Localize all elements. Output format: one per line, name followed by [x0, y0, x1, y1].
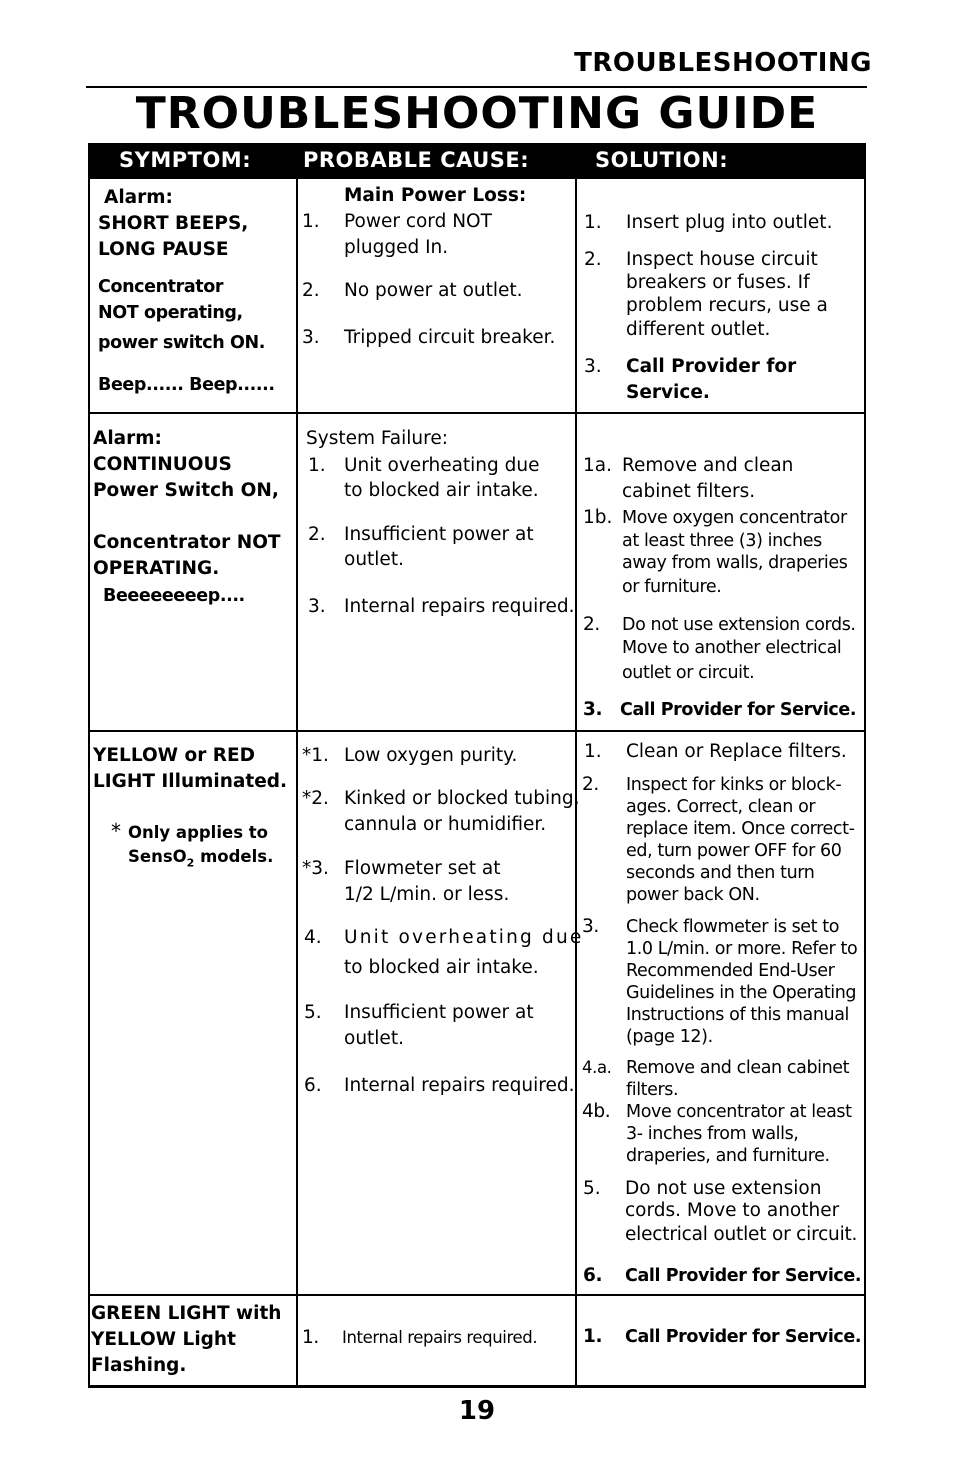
row1-cause-heading: Main Power Loss:	[344, 185, 527, 206]
row2-solution-line: or furniture.	[622, 577, 722, 597]
row4-cause-line: Internal repairs required.	[342, 1328, 538, 1347]
page-title: TROUBLESHOOTING GUIDE	[135, 88, 819, 139]
row3-symptom-line: LIGHT Illuminated.	[93, 771, 288, 792]
row3-solution-number: 5.	[583, 1178, 601, 1199]
row4-symptom-line: GREEN LIGHT with	[91, 1303, 282, 1324]
row3-solution-line: Clean or Replace filters.	[626, 741, 847, 762]
column-header-cause: PROBABLE CAUSE:	[303, 148, 530, 172]
row3-solution-line: Remove and clean cabinet	[626, 1058, 850, 1078]
row3-solution-number: 2.	[582, 774, 599, 795]
row2-solution-line: Do not use extension cords.	[622, 615, 856, 635]
row3-solution-line: Call Provider for Service.	[625, 1266, 862, 1286]
row4-cause-number: 1.	[302, 1327, 319, 1348]
row2-solution-line: away from walls, draperies	[622, 553, 848, 573]
row3-solution-line: Recommended End-User	[626, 961, 835, 981]
row2-cause-line: outlet.	[344, 549, 404, 570]
row3-cause-number: 5.	[304, 1002, 322, 1023]
row3-solution-number: 4b.	[582, 1101, 611, 1122]
row3-solution-line: Guidelines in the Operating	[626, 983, 857, 1003]
row1-symptom-line: Beep...... Beep......	[98, 375, 275, 395]
row3-solution-line: Inspect for kinks or block-	[626, 775, 842, 795]
row3-cause-number: 6.	[304, 1075, 322, 1096]
row3-solution-number: 1.	[584, 741, 602, 762]
row1-solution-line: Service.	[626, 382, 710, 403]
row3-solution-number: 3.	[582, 916, 599, 937]
row2-solution-line: at least three (3) inches	[622, 531, 822, 551]
row4-solution-number: 1.	[583, 1326, 603, 1347]
row1-cause-line: No power at outlet.	[344, 280, 523, 301]
row3-cause-line: cannula or humidifier.	[344, 814, 547, 835]
row3-solution-line: draperies, and furniture.	[626, 1146, 830, 1166]
row2-cause-heading: System Failure:	[306, 428, 448, 449]
row3-footnote-line	[128, 846, 273, 874]
row3-solution-line: (page 12).	[626, 1027, 713, 1047]
row3-solution-line: replace item. Once correct-	[626, 819, 855, 839]
row3-cause-line: Flowmeter set at	[344, 858, 501, 879]
row1-solution-line: Call Provider for	[626, 356, 797, 377]
column-header-symptom: SYMPTOM:	[119, 148, 252, 172]
row3-cause-line: Low oxygen purity.	[344, 745, 518, 766]
row2-symptom-line: Beeeeeeeep....	[103, 586, 245, 606]
row4-symptom-line: YELLOW Light	[91, 1329, 236, 1350]
row2-symptom-line: OPERATING.	[93, 558, 220, 579]
row3-cause-number: 4.	[304, 927, 322, 948]
row2-solution-line: Remove and clean	[622, 455, 794, 476]
row3-solution-line: ed, turn power OFF for 60	[626, 841, 842, 861]
row3-footnote-model: SensO	[128, 847, 187, 866]
row2-cause-number: 1.	[308, 455, 326, 476]
row3-cause-line: to blocked air intake.	[344, 957, 539, 978]
row1-solution-number: 1.	[584, 212, 602, 233]
row1-symptom-line: SHORT BEEPS,	[98, 213, 249, 234]
row3-cause-line: 1/2 L/min. or less.	[344, 884, 510, 905]
row1-solution-number: 2.	[584, 249, 602, 270]
row1-cause-line: plugged In.	[344, 237, 449, 258]
row3-solution-line: Check flowmeter is set to	[626, 917, 840, 937]
row1-cause-line: Power cord NOT	[344, 211, 492, 232]
row3-solution-line: Instructions of this manual	[626, 1005, 850, 1025]
row3-cause-line: Internal repairs required.	[344, 1075, 575, 1096]
row2-symptom-line: CONTINUOUS	[93, 454, 232, 475]
row2-solution-line: outlet or circuit.	[622, 663, 755, 683]
row3-solution-line: electrical outlet or circuit.	[625, 1224, 858, 1245]
row3-symptom-line: YELLOW or RED	[93, 745, 256, 766]
row2-solution-number: 1a.	[583, 455, 612, 476]
section-header: TROUBLESHOOTING	[574, 48, 872, 78]
row3-footnote-star: *	[111, 819, 121, 843]
row3-solution-line: filters.	[626, 1080, 679, 1100]
row2-symptom-line: Power Switch ON,	[93, 480, 279, 501]
row2-solution-line: Move to another electrical	[622, 638, 842, 658]
row3-cause-number: *1.	[302, 745, 329, 766]
row2-solution-line: cabinet filters.	[622, 481, 756, 502]
row1-symptom-line: NOT operating,	[98, 303, 243, 323]
page-number: 19	[458, 1396, 496, 1426]
row2-solution-line: Move oxygen concentrator	[622, 508, 847, 528]
row3-solution-number: 4.a.	[582, 1058, 612, 1077]
row3-footnote-line: Only applies to	[128, 823, 268, 842]
row3-footnote-subscript: 2	[186, 856, 195, 870]
row3-solution-line: 1.0 L/min. or more. Refer to	[626, 939, 858, 959]
row2-solution-number: 2.	[583, 614, 600, 635]
row1-solution-line: Inspect house circuit	[626, 249, 818, 270]
row2-solution-number: 1b.	[583, 507, 613, 528]
row1-solution-number: 3.	[584, 356, 602, 377]
row3-solution-line: power back ON.	[626, 885, 760, 905]
row3-symptom-cell	[88, 730, 298, 1296]
row2-symptom-line: Concentrator NOT	[93, 532, 281, 553]
row2-cause-line: Insufficient power at	[344, 524, 534, 545]
row1-cause-number: 1.	[302, 211, 320, 232]
row2-solution-number: 3.	[583, 699, 603, 720]
row1-solution-line: breakers or fuses. If	[626, 272, 810, 293]
row1-cause-number: 2.	[302, 280, 320, 301]
row1-cause-number: 3.	[302, 327, 320, 348]
row2-solution-line: Call Provider for Service.	[620, 700, 857, 720]
row3-cause-number: *2.	[302, 788, 329, 809]
table-header-bar	[88, 143, 866, 178]
row2-cause-line: to blocked air intake.	[344, 480, 539, 501]
row3-cause-line: Unit overheating due	[344, 927, 584, 948]
row1-symptom-line: Concentrator	[98, 277, 224, 297]
row2-cause-line: Internal repairs required.	[344, 596, 575, 617]
row3-cause-line: outlet.	[344, 1028, 404, 1049]
row2-cause-line: Unit overheating due	[344, 455, 540, 476]
row2-symptom-line: Alarm:	[93, 428, 162, 449]
row3-cause-line: Kinked or blocked tubing,	[344, 788, 580, 809]
row1-solution-line: problem recurs, use a	[626, 295, 828, 316]
row2-cause-number: 3.	[308, 596, 326, 617]
row3-solution-line: Move concentrator at least	[626, 1102, 852, 1122]
row3-cause-line: Insufficient power at	[344, 1002, 534, 1023]
row3-solution-number: 6.	[583, 1265, 603, 1286]
row3-solution-line: cords. Move to another	[625, 1200, 840, 1221]
row3-solution-line: ages. Correct, clean or	[626, 797, 816, 817]
row2-cause-number: 2.	[308, 524, 326, 545]
row1-symptom-line: power switch ON.	[98, 333, 265, 353]
row3-cause-number: *3.	[302, 858, 329, 879]
row3-solution-line: Do not use extension	[625, 1178, 822, 1199]
row1-solution-line: Insert plug into outlet.	[626, 212, 833, 233]
row4-solution-line: Call Provider for Service.	[625, 1327, 862, 1347]
column-header-solution: SOLUTION:	[595, 148, 729, 172]
row4-symptom-line: Flashing.	[91, 1355, 187, 1376]
row3-solution-line: 3- inches from walls,	[626, 1124, 799, 1144]
row1-symptom-line: Alarm:	[104, 187, 173, 208]
row1-symptom-line: LONG PAUSE	[98, 239, 229, 260]
row1-solution-line: different outlet.	[626, 319, 771, 340]
row3-footnote-model-suffix: models.	[194, 847, 274, 866]
row1-cause-line: Tripped circuit breaker.	[344, 327, 556, 348]
row3-solution-line: seconds and then turn	[626, 863, 815, 883]
